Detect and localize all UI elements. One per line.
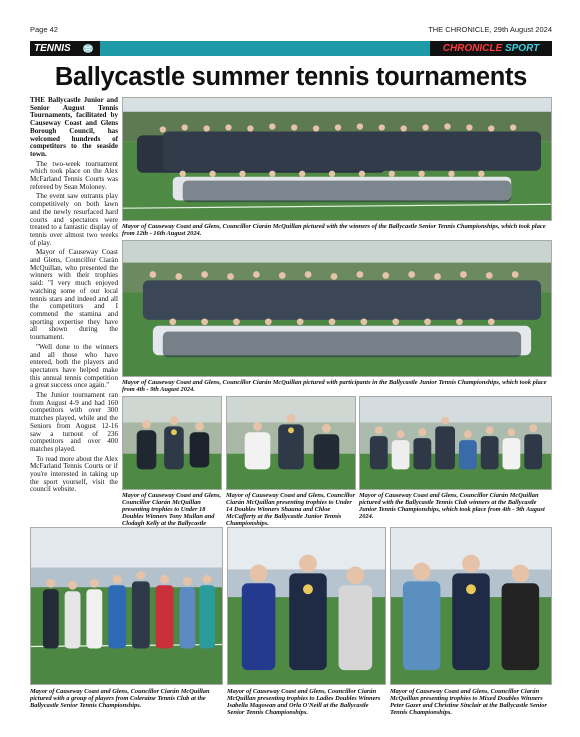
photo-caption: Mayor of Causeway Coast and Glens, Councillor Ciarán McQuillan pictured with the winners of the Ballycastle Senior Tennis Championships, which took place from 12th - 16th August 2024. xyxy=(122,223,546,238)
brand-word-chronicle: CHRONICLE xyxy=(442,43,503,54)
photo-junior-participants xyxy=(122,240,552,377)
article-body xyxy=(30,97,118,525)
article-paragraph: The two-week tournament which took place on the Alex McFarland Tennis Courts was refereed by Sean Moloney. xyxy=(30,159,118,191)
photo-caption: Mayor of Causeway Coast and Glens, Councillor Ciarán McQuillan pictured with the Ballycastle Tennis Club winners at the Ballycastle Junior Tennis Championships, which took place from 4th - 9th August 2024. xyxy=(359,492,545,521)
photo-caption: Mayor of Causeway Coast and Glens, Councillor Ciarán McQuillan pictured with a group of players from Coleraine Tennis Club at the Ballycastle Senior Tennis Championships. xyxy=(30,688,210,710)
publication-dateline: THE CHRONICLE, 29th August 2024 xyxy=(428,25,552,34)
article-paragraph: The event saw entrants play competitively on both lawn and the newly resurfaced hard courts and spectators were treated to a fantastic display of tennis over almost two weeks of play. xyxy=(30,192,118,247)
section-tag xyxy=(30,41,100,56)
brand-word-sport: SPORT xyxy=(504,43,540,54)
photo-under18-doubles xyxy=(122,396,222,490)
section-band xyxy=(30,41,552,56)
photo-club-winners xyxy=(359,396,552,490)
photo-caption: Mayor of Causeway Coast and Glens, Councillor Ciarán McQuillan presenting trophies to Under 14 Doubles Winners Shauna and Chloe McCafferty at the Ballycastle Junior Tennis Championships. xyxy=(226,492,356,528)
photo-caption: Mayor of Causeway Coast and Glens, Councillor Ciarán McQuillan presenting trophies to Mixed Doubles Winners Peter Gazer and Christine Sinclair at the Ballycastle Senior Tennis Championships. xyxy=(390,688,547,717)
photo-caption: Mayor of Causeway Coast and Glens, Councillor Ciarán McQuillan pictured with participants in the Ballycastle Junior Tennis Championships, which took place from 4th - 9th August 2024. xyxy=(122,379,547,394)
article-paragraph: To read more about the Alex McFarland Tennis Courts or if you're interested in taking up the sport yourself, visit the council website. xyxy=(30,454,118,494)
page-header xyxy=(30,25,552,37)
photo-caption: Mayor of Causeway Coast and Glens, Councillor Ciarán McQuillan presenting trophies to Under 18 Doubles Winners Tony Mullan and Clodagh Kelly at the Ballycastle xyxy=(122,492,222,528)
article-paragraph: "Well done to the winners and all those who have entered, both the players and spectators have helped make this annual tennis competition a great success once again." xyxy=(30,342,118,390)
page-number: Page 42 xyxy=(30,25,58,34)
headline: Ballycastle summer tennis tournaments xyxy=(54,63,528,91)
article-paragraph: THE Ballycastle Junior and Senior August Tennis Tournaments, facilitated by Causeway Coast and Glens Borough Council, has welcomed hundreds of competitors to the seaside town. xyxy=(30,96,118,158)
tennis-ball-icon xyxy=(82,43,94,54)
photo-coleraine-group xyxy=(30,527,223,685)
photo-senior-winners xyxy=(122,97,552,221)
article-paragraph: The Junior tournament ran from August 4-9 and had 160 competitors with over 300 matches played, while and the Seniors from August 12-16 saw a turnout of 236 competitors and over 400 matches played. xyxy=(30,391,118,453)
photo-mixed-doubles xyxy=(390,527,552,685)
section-tag-label: TENNIS xyxy=(34,43,71,54)
photo-ladies-doubles xyxy=(227,527,386,685)
photo-caption: Mayor of Causeway Coast and Glens, Councillor Ciarán McQuillan presenting trophies to Ladies Doubles Winners Isabella Magowan and Orla O'Neill at the Ballycastle Senior Tennis Championships. xyxy=(227,688,381,717)
article-paragraph: Mayor of Causeway Coast and Glens, Councillor Ciarán McQuillan, who presented the winners with their trophies said: "I very much enjoyed watching some of our local tennis stars and indeed and all the competitors and I commend the stamina and sporting expertise they have all shown during the tournament. xyxy=(30,248,118,342)
chronicle-sport-brand xyxy=(430,41,552,56)
photo-under14-doubles xyxy=(226,396,356,490)
